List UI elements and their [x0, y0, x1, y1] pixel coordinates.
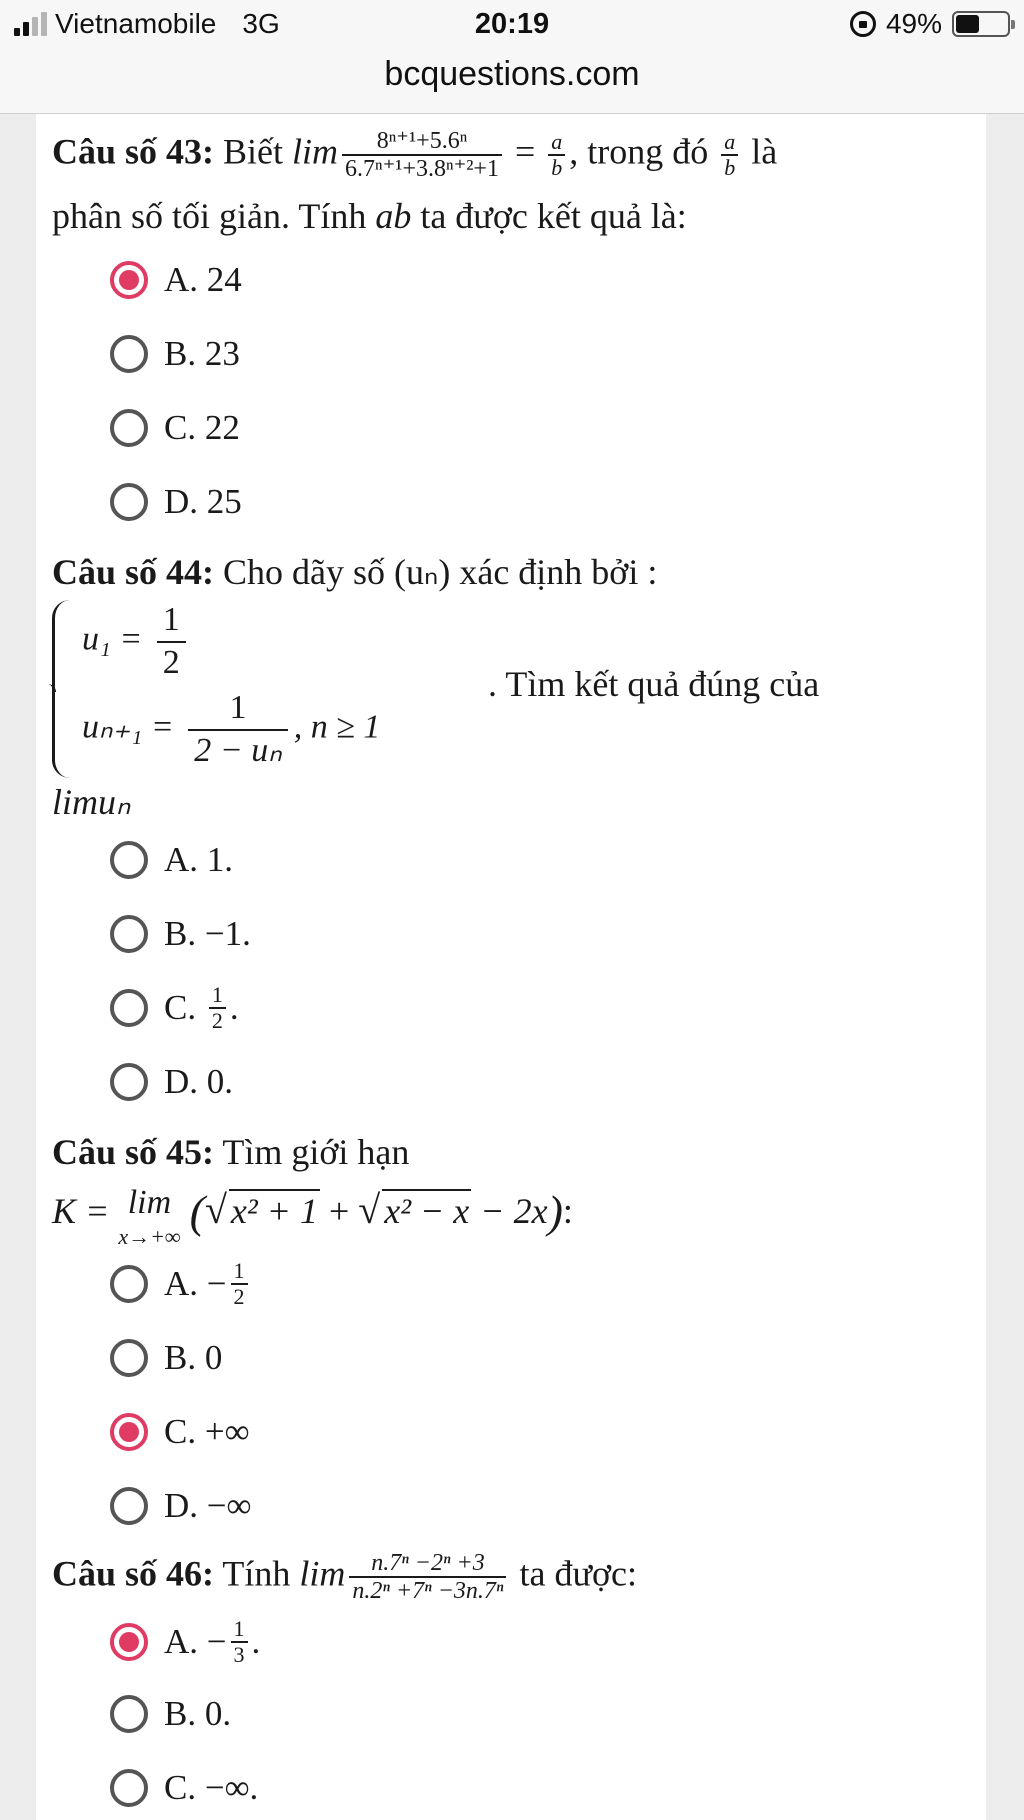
fraction-numerator: n.7ⁿ −2ⁿ +3	[349, 1550, 506, 1578]
option-fraction	[231, 1617, 248, 1667]
q44-option-c[interactable]	[110, 981, 239, 1033]
option-fraction	[231, 1259, 248, 1309]
question-text: Cho dãy số (uₙ) xác định bởi :	[223, 552, 658, 592]
fraction-numerator: 1	[231, 1617, 248, 1643]
q43-option-b[interactable]	[110, 332, 240, 376]
radio-icon[interactable]	[110, 841, 148, 879]
math-lim: lim	[299, 1553, 346, 1594]
option-label: C. −∞.	[164, 1768, 259, 1807]
option-label: A. −	[164, 1622, 227, 1661]
question-text: ta được:	[519, 1553, 637, 1594]
question-text: , trong đó	[569, 131, 709, 172]
equation-1	[82, 600, 192, 684]
question-label: Câu số 44:	[52, 552, 215, 592]
sqrt-expr: x² + 1	[230, 1191, 318, 1231]
question-label: Câu số 46:	[52, 1553, 215, 1594]
math-var: ab	[375, 196, 412, 236]
eq-fraction	[188, 688, 288, 772]
option-label: A. −	[164, 1264, 227, 1303]
math-lim: lim	[292, 131, 339, 172]
question-text: Biết	[223, 131, 284, 172]
fraction-numerator: 1	[231, 1259, 248, 1285]
math-fraction-ab: $\frac{a}{b}$	[721, 130, 738, 180]
option-tail: .	[229, 988, 239, 1027]
question-43-line1: Câu số 43: Biết lim $\frac{\text{8ⁿ⁺¹+5.6ⁿ}}{\text{6.7ⁿ⁺¹+3.8ⁿ⁺²+1}}$ = $\frac{a}{b}$ , trong đó $\frac{a}{b}$ là	[52, 128, 778, 183]
question-44-after: . Tìm kết quả đúng của	[488, 664, 820, 704]
fraction-numerator: 1	[209, 983, 226, 1009]
sqrt-expr: x² − x	[384, 1191, 470, 1231]
question-text: Tính	[222, 1553, 291, 1594]
math-fraction	[349, 1550, 506, 1605]
option-label: B. 0.	[164, 1694, 232, 1733]
option-tail: .	[251, 1622, 261, 1661]
math-colon: :	[562, 1191, 573, 1231]
radio-icon[interactable]	[110, 1695, 148, 1733]
question-text: phân số tối giản. Tính	[52, 196, 367, 236]
question-45-line1	[52, 1132, 409, 1173]
status-bar	[0, 0, 1024, 52]
radio-icon[interactable]	[110, 335, 148, 373]
q45-option-d[interactable]	[110, 1484, 251, 1528]
fraction-denominator: 3	[233, 1642, 245, 1667]
math-fraction	[342, 128, 502, 183]
option-label: B. −1.	[164, 914, 251, 953]
address-bar[interactable]: bcquestions.com	[384, 55, 640, 93]
radio-checked-icon[interactable]	[110, 261, 148, 299]
math-k: K =	[52, 1191, 110, 1231]
fraction-denominator: 6.7ⁿ⁺¹+3.8ⁿ⁺²+1	[345, 156, 499, 183]
radio-icon[interactable]	[110, 409, 148, 447]
equation-2	[82, 688, 380, 772]
radio-icon[interactable]	[110, 989, 148, 1027]
math-lim	[118, 1186, 180, 1248]
q44-option-a[interactable]	[110, 838, 233, 882]
lim-subscript: x→+∞	[118, 1224, 181, 1249]
question-44-line1	[52, 552, 657, 593]
q45-option-c[interactable]	[110, 1410, 250, 1454]
option-label: C.	[164, 988, 197, 1027]
option-label: C. +∞	[164, 1412, 250, 1451]
q43-option-d[interactable]	[110, 480, 242, 524]
question-45-formula: K = lim x→+∞ (√ x² + 1 + √ x² − x − 2x):	[52, 1184, 573, 1249]
eq-lhs: uₙ₊₁ =	[82, 708, 174, 746]
option-label: C. 22	[164, 408, 240, 447]
fraction-denominator: 2 − uₙ	[194, 731, 282, 769]
fraction-denominator: 2	[211, 1008, 223, 1033]
eq-fraction	[157, 600, 186, 684]
question-label: Câu số 43:	[52, 131, 215, 172]
question-text: là	[751, 131, 778, 172]
network-type: 3G	[242, 8, 280, 39]
radio-icon[interactable]	[110, 1487, 148, 1525]
fraction-denominator: 2	[233, 1284, 245, 1309]
option-label: D. −∞	[164, 1486, 252, 1525]
q44-option-b[interactable]	[110, 912, 251, 956]
question-label: Câu số 45:	[52, 1132, 215, 1172]
eq-lhs: u₁ =	[82, 620, 143, 658]
radio-checked-icon[interactable]	[110, 1413, 148, 1451]
option-label: B. 0	[164, 1338, 223, 1377]
fraction-denominator: 2	[162, 643, 180, 681]
q46-option-b[interactable]	[110, 1692, 231, 1736]
option-label: D. 25	[164, 482, 242, 521]
option-label: B. 23	[164, 334, 240, 373]
q46-option-c[interactable]	[110, 1766, 258, 1810]
radio-icon[interactable]	[110, 1339, 148, 1377]
battery-percent: 49%	[885, 8, 942, 39]
q45-option-a[interactable]	[110, 1257, 252, 1309]
question-text: Tìm giới hạn	[222, 1132, 410, 1172]
option-label: A. 24	[164, 260, 242, 299]
q46-option-a[interactable]	[110, 1615, 261, 1667]
radio-icon[interactable]	[110, 915, 148, 953]
fraction-denominator: n.2ⁿ +7ⁿ −3n.7ⁿ	[352, 1578, 504, 1605]
math-fraction-ab: $\frac{a}{b}$	[548, 130, 565, 180]
question-43-line2	[52, 196, 687, 237]
fraction-numerator: 1	[157, 600, 186, 643]
fraction-numerator: 8ⁿ⁺¹+5.6ⁿ	[342, 128, 502, 156]
radio-icon[interactable]	[110, 1063, 148, 1101]
math-op: − 2x	[480, 1191, 548, 1231]
option-fraction	[209, 983, 226, 1033]
lim-word: lim	[127, 1184, 172, 1221]
carrier-name: Vietnamobile	[55, 8, 217, 39]
recurrence-system	[52, 600, 452, 800]
option-label: A. 1.	[164, 840, 234, 879]
battery-icon	[952, 11, 1010, 37]
eq-condition: , n ≥ 1	[293, 708, 381, 746]
browser-chrome	[0, 0, 1024, 114]
radio-icon[interactable]	[110, 1265, 148, 1303]
brace-icon	[52, 600, 72, 778]
q43-option-a[interactable]	[110, 258, 242, 302]
q45-option-b[interactable]	[110, 1336, 222, 1380]
option-label: D. 0.	[164, 1062, 234, 1101]
q43-option-c[interactable]	[110, 406, 240, 450]
radio-icon[interactable]	[110, 483, 148, 521]
rotation-lock-icon	[850, 11, 876, 37]
question-46-line1	[52, 1550, 637, 1605]
question-text: ta được kết quả là:	[420, 196, 687, 236]
question-44-lim: limuₙ	[52, 782, 131, 822]
radio-icon[interactable]	[110, 1769, 148, 1807]
radio-checked-icon[interactable]	[110, 1623, 148, 1661]
math-op: +	[328, 1191, 350, 1231]
fraction-numerator: 1	[188, 688, 288, 731]
q44-option-d[interactable]	[110, 1060, 233, 1104]
clock: 20:19	[474, 8, 550, 40]
